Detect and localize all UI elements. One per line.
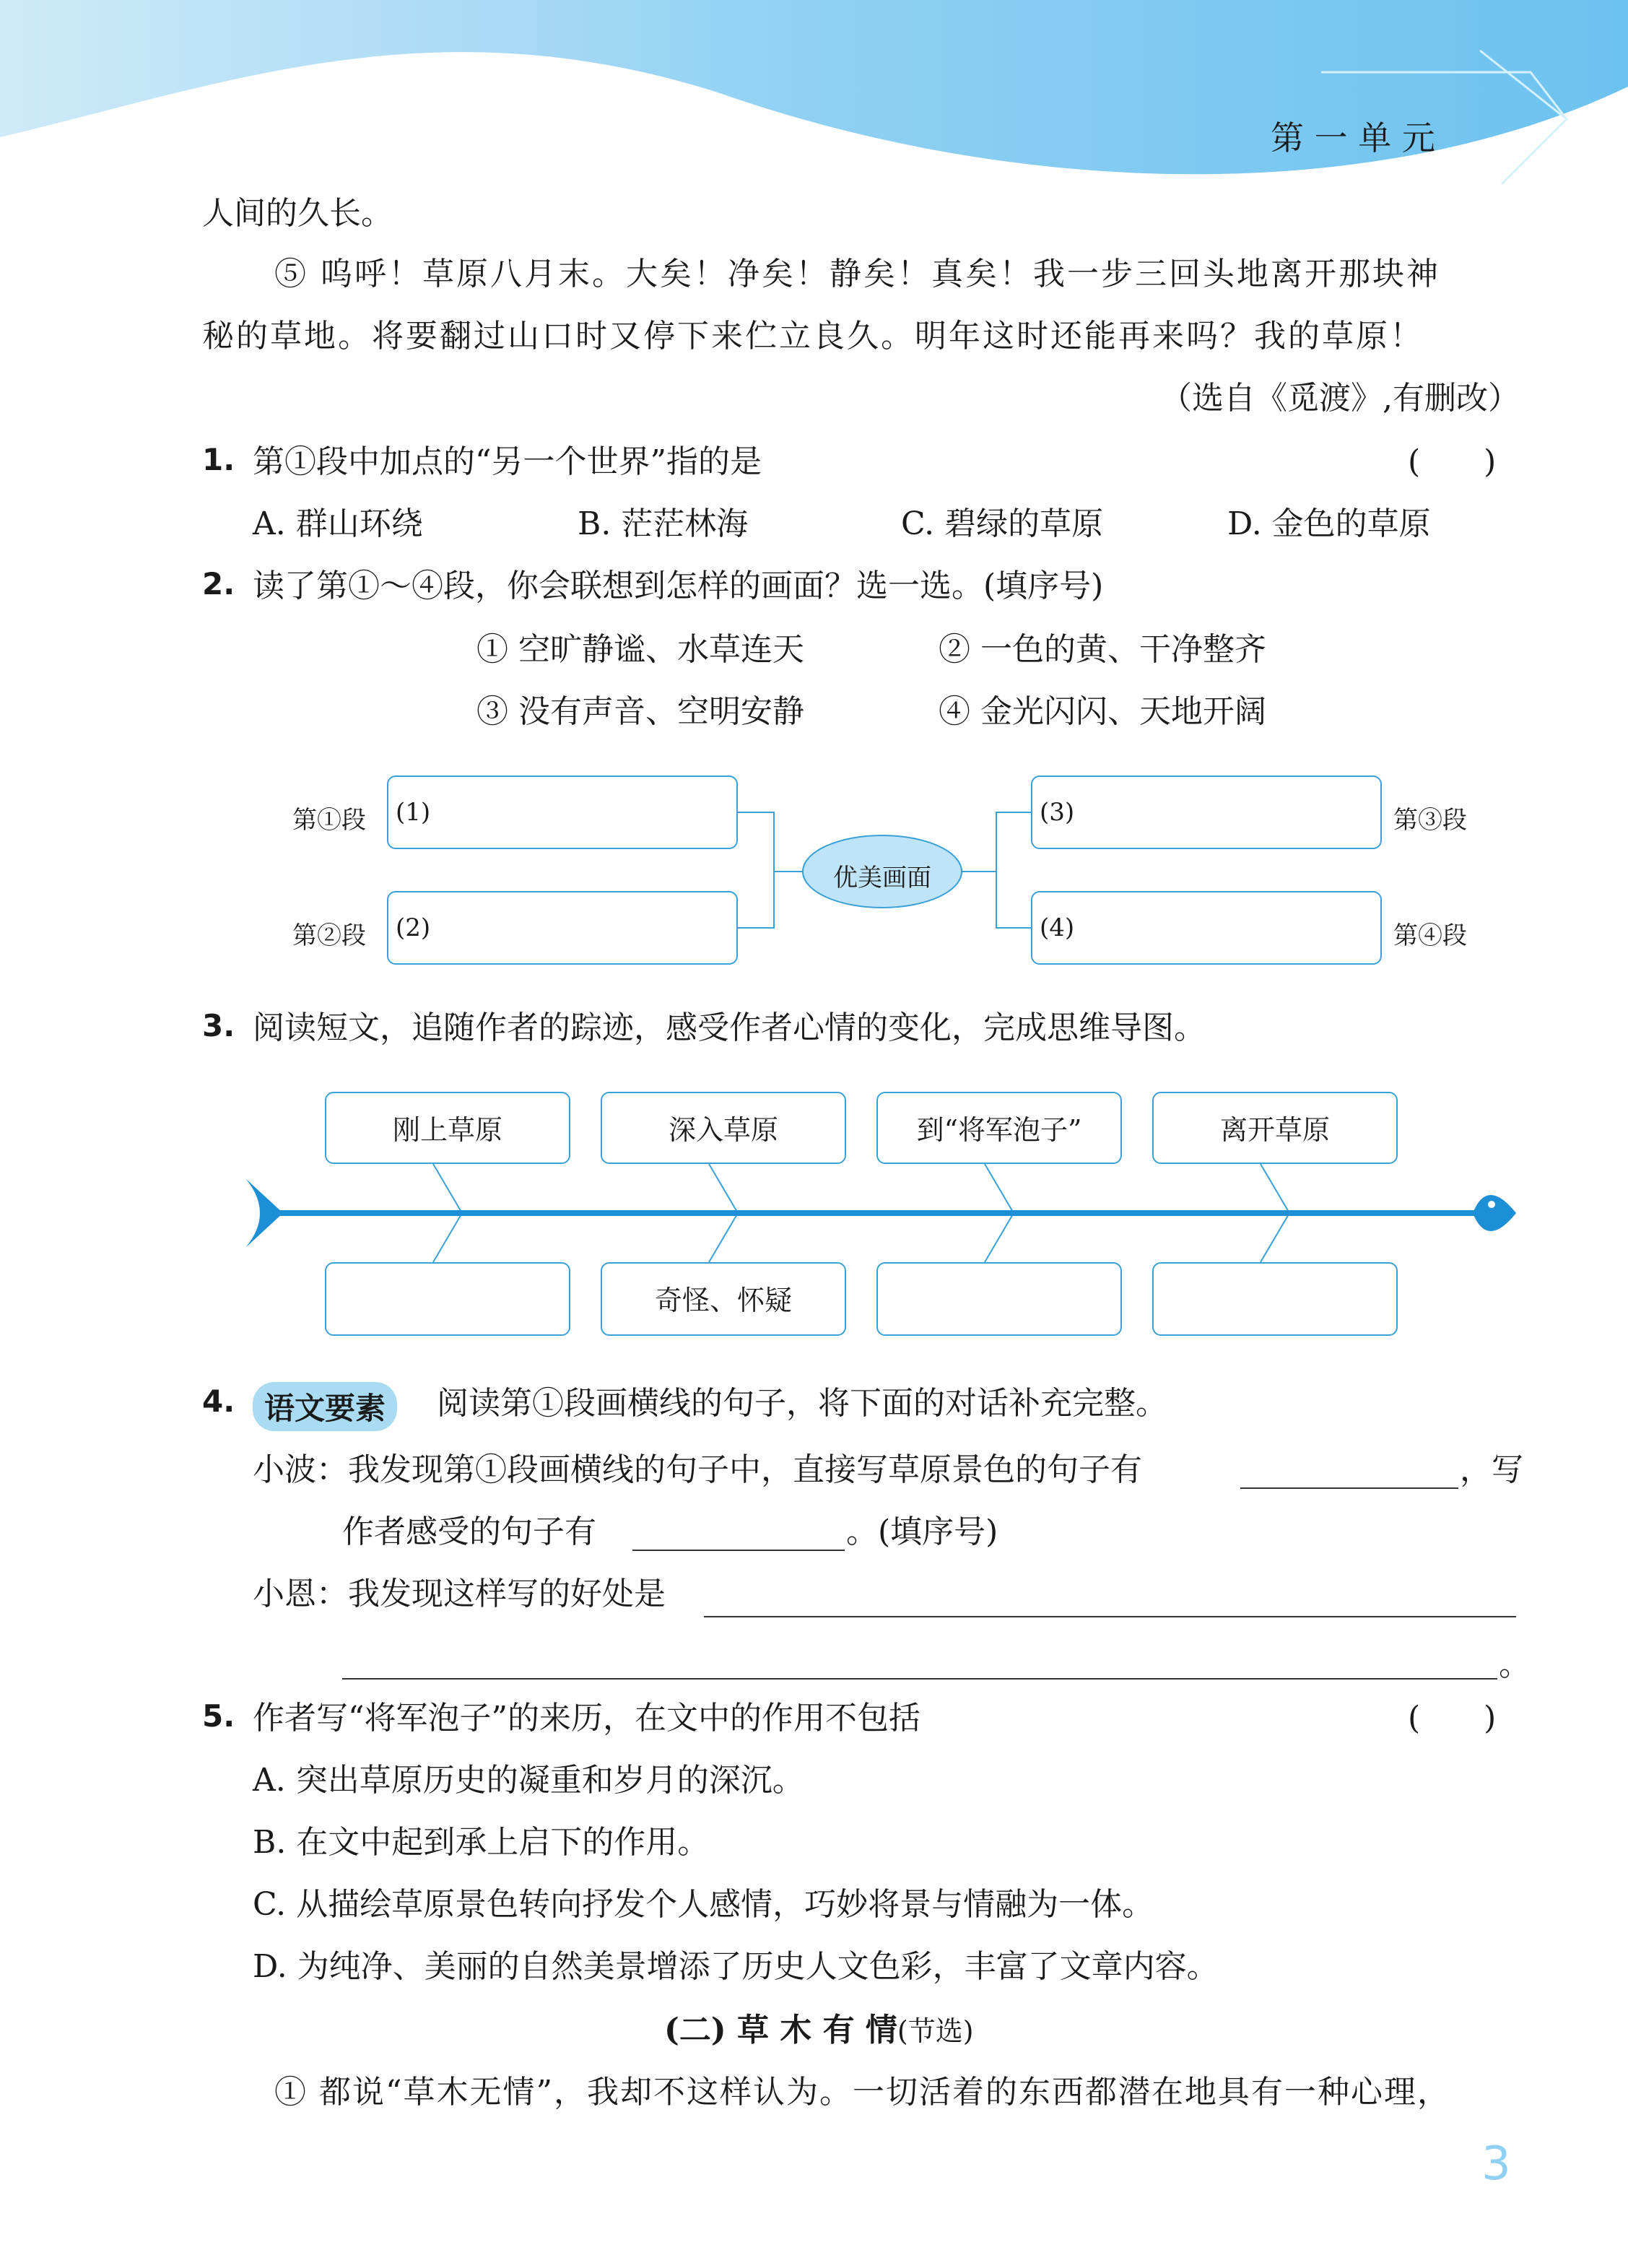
box-number: (4) — [1040, 913, 1075, 942]
passage-line: ① 都说“草木无情”，我却不这样认为。一切活着的东西都潜在地具有一种心理， — [274, 2074, 1450, 2111]
fishbone-top-box — [876, 1092, 1122, 1164]
section-title-text: (二) 草 木 有 情 — [664, 2012, 897, 2048]
answer-blank[interactable] — [342, 1678, 1497, 1680]
diagram-label: 第④段 — [1393, 921, 1467, 950]
q5-text: 作者写“将军泡子”的来历，在文中的作用不包括 — [253, 1700, 920, 1737]
passage-line: ⑤ 呜呼！草原八月末。大矣！净矣！静矣！真矣！我一步三回头地离开那块神 — [274, 256, 1440, 292]
unit-title: 第 一 单 元 — [1271, 118, 1435, 157]
q4-xiaobo-text: 作者感受的句子有 — [342, 1513, 596, 1550]
q5-option-c: C. 从描绘草原景色转向抒发个人感情，巧妙将景与情融为一体。 — [253, 1886, 1154, 1923]
fishbone-top-box — [1152, 1092, 1398, 1164]
period: 。 — [1499, 1646, 1531, 1683]
q2-text: 读了第①～④段，你会联想到怎样的画面？选一选。(填序号) — [253, 568, 1104, 604]
diagram-label: 第②段 — [292, 921, 366, 950]
q2-choice: ③ 没有声音、空明安静 — [476, 693, 804, 730]
q4-xiaoen-text: 小恩：我发现这样写的好处是 — [253, 1576, 666, 1612]
q2-choice: ① 空旷静谧、水草连天 — [476, 631, 804, 668]
fish-head-icon — [1473, 1195, 1516, 1231]
q1-option-c: C. 碧绿的草原 — [901, 505, 1104, 542]
q5-number: 5. — [202, 1698, 235, 1734]
diagram-label: 第③段 — [1393, 806, 1467, 835]
fishbone-answer-box[interactable] — [1152, 1262, 1398, 1336]
q1-text: 第①段中加点的“另一个世界”指的是 — [253, 443, 762, 480]
q5-option-b: B. 在文中起到承上启下的作用。 — [253, 1824, 710, 1861]
section-subtitle: (节选) — [897, 2015, 974, 2047]
mood-label: 奇怪、怀疑 — [654, 1285, 792, 1316]
answer-blank[interactable] — [632, 1550, 845, 1551]
passage-line: 人间的久长。 — [202, 195, 393, 232]
q2-choice: ② 一色的黄、干净整齐 — [939, 631, 1266, 668]
q4-xiaobo-text: 。(填序号) — [846, 1513, 998, 1550]
q5-answer-paren[interactable]: ( ) — [1408, 1700, 1497, 1737]
q5-option-d: D. 为纯净、美丽的自然美景增添了历史人文色彩，丰富了文章内容。 — [253, 1948, 1219, 1985]
fish-tail-icon — [245, 1178, 283, 1248]
q1-number: 1. — [202, 442, 235, 477]
page-number: 3 — [1481, 2137, 1511, 2191]
q4-number: 4. — [202, 1383, 235, 1419]
fishbone-top-box — [325, 1092, 570, 1164]
q2-choice: ④ 金光闪闪、天地开阔 — [939, 693, 1266, 730]
box-number: (3) — [1040, 798, 1075, 827]
fishbone-answer-box[interactable] — [325, 1262, 570, 1336]
stage-label: 离开草原 — [1219, 1114, 1330, 1146]
q1-option-d: D. 金色的草原 — [1227, 505, 1431, 542]
section-title — [664, 2009, 974, 2053]
q5-option-a: A. 突出草原历史的凝重和岁月的深沉。 — [253, 1762, 804, 1799]
answer-blank[interactable] — [1240, 1487, 1458, 1489]
passage-source: （选自《觅渡》,有删改） — [1160, 380, 1520, 417]
q3-number: 3. — [202, 1008, 235, 1043]
diagram-label: 第①段 — [292, 806, 366, 835]
stage-label: 深入草原 — [668, 1114, 778, 1146]
stage-label: 刚上草原 — [392, 1114, 502, 1146]
fishbone-top-box — [601, 1092, 846, 1164]
fishbone-bottom-box — [601, 1262, 846, 1336]
badge-yuwen-yaosu: 语文要素 — [253, 1382, 397, 1431]
stage-label: 到“将军泡子” — [916, 1114, 1082, 1146]
q1-option-a: A. 群山环绕 — [253, 505, 423, 542]
box-number: (1) — [396, 798, 431, 827]
passage-line: 秘的草地。将要翻过山口时又停下来伫立良久。明年这时还能再来吗？我的草原！ — [202, 318, 1424, 355]
q1-answer-paren[interactable]: ( ) — [1408, 443, 1497, 480]
box-number: (2) — [396, 913, 431, 942]
diagram-center: 优美画面 — [833, 864, 931, 892]
q3-text: 阅读短文，追随作者的踪迹，感受作者心情的变化，完成思维导图。 — [253, 1009, 1206, 1046]
q4-xiaobo-text: 小波：我发现第①段画横线的句子中，直接写草原景色的句子有 — [253, 1451, 1142, 1488]
q4-text: 阅读第①段画横线的句子，将下面的对话补充完整。 — [437, 1385, 1167, 1422]
answer-blank[interactable] — [704, 1616, 1516, 1617]
q2-number: 2. — [202, 566, 235, 601]
fishbone-answer-box[interactable] — [876, 1262, 1122, 1336]
q1-option-b: B. 茫茫林海 — [578, 505, 749, 542]
q4-xiaobo-text: ，写 — [1460, 1451, 1523, 1488]
